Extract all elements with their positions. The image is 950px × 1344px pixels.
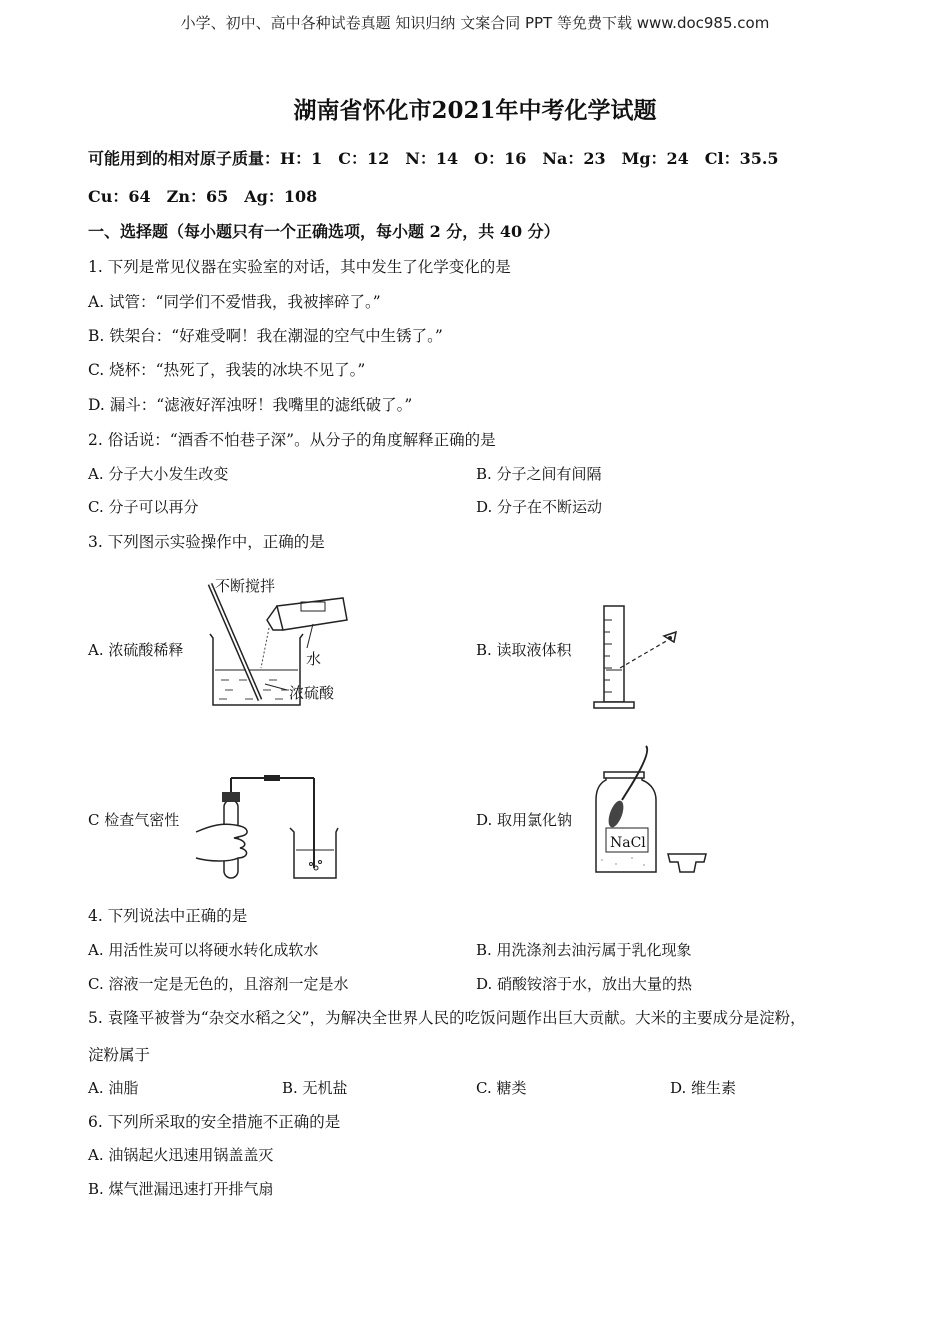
question-1-option-c: C. 烧杯：“热死了，我装的冰块不见了。” bbox=[88, 361, 366, 379]
pouring-bottle bbox=[277, 598, 347, 630]
question-4-option-a: A. 用活性炭可以将硬水转化成软水 bbox=[88, 941, 319, 959]
question-6-option-b: B. 煤气泄漏迅速打开排气扇 bbox=[88, 1180, 274, 1198]
question-5-option-a: A. 油脂 bbox=[88, 1079, 139, 1097]
figure-a-stir-label: 不断搅拌 bbox=[215, 577, 276, 595]
question-2-option-d: D. 分子在不断运动 bbox=[476, 498, 603, 516]
question-3-stem: 3. 下列图示实验操作中，正确的是 bbox=[88, 533, 325, 551]
question-4-stem: 4. 下列说法中正确的是 bbox=[88, 907, 248, 925]
stopper bbox=[222, 792, 240, 802]
airtightness-figure bbox=[190, 770, 340, 885]
question-6-option-a: A. 油锅起火迅速用锅盖盖灭 bbox=[88, 1146, 274, 1164]
question-3-option-a: A. 浓硫酸稀释 bbox=[88, 641, 184, 659]
figure-a-water-label: 水 bbox=[306, 650, 322, 668]
question-2-stem: 2. 俗话说：“酒香不怕巷子深”。从分子的角度解释正确的是 bbox=[88, 431, 496, 449]
question-3-option-b: B. 读取液体积 bbox=[476, 641, 572, 659]
question-2-option-a: A. 分子大小发生改变 bbox=[88, 465, 229, 483]
question-5-stem-line-2: 淀粉属于 bbox=[88, 1046, 151, 1064]
question-1-option-b: B. 铁架台：“好难受啊！我在潮湿的空气中生锈了。” bbox=[88, 327, 443, 345]
cylinder-base bbox=[594, 702, 634, 708]
question-1-option-a: A. 试管：“同学们不爱惜我，我被摔碎了。” bbox=[88, 293, 381, 311]
figure-d-nacl-label: NaCl bbox=[610, 835, 646, 851]
question-2-option-c: C. 分子可以再分 bbox=[88, 498, 199, 516]
question-5-option-d: D. 维生素 bbox=[670, 1079, 737, 1097]
sight-line bbox=[620, 640, 668, 668]
page-title: 湖南省怀化市2021年中考化学试题 bbox=[293, 97, 657, 124]
question-5-option-c: C. 糖类 bbox=[476, 1079, 527, 1097]
nacl-bottle-figure bbox=[592, 744, 712, 879]
question-1-stem: 1. 下列是常见仪器在实验室的对话，其中发生了化学变化的是 bbox=[88, 258, 511, 276]
question-2-option-b: B. 分子之间有间隔 bbox=[476, 465, 602, 483]
atomic-masses-line-1: 可能用到的相对原子质量：H：1 C：12 N：14 O：16 Na：23 Mg：24 Cl：35.5 bbox=[88, 149, 779, 168]
atomic-masses-line-2: Cu：64 Zn：65 Ag：108 bbox=[88, 187, 318, 206]
figure-a-acid-label: 浓硫酸 bbox=[289, 684, 335, 702]
question-3-option-d: D. 取用氯化钠 bbox=[476, 811, 573, 829]
question-4-option-c: C. 溶液一定是无色的，且溶剂一定是水 bbox=[88, 975, 349, 993]
hand-icon bbox=[196, 824, 247, 861]
question-4-option-b: B. 用洗涤剂去油污属于乳化现象 bbox=[476, 941, 692, 959]
question-5-option-b: B. 无机盐 bbox=[282, 1079, 348, 1097]
question-6-stem: 6. 下列所采取的安全措施不正确的是 bbox=[88, 1113, 341, 1131]
reagent-bottle bbox=[596, 776, 656, 872]
watch-glass bbox=[668, 854, 706, 872]
question-4-option-d: D. 硝酸铵溶于水，放出大量的热 bbox=[476, 975, 693, 993]
page-header: 小学、初中、高中各种试卷真题 知识归纳 文案合同 PPT 等免费下载 www.doc985.com bbox=[180, 14, 770, 32]
question-5-stem-line-1: 5. 袁隆平被誉为“杂交水稻之父”，为解决全世界人民的吃饭问题作出巨大贡献。大米的主要成分是淀粉， bbox=[88, 1009, 806, 1027]
question-1-option-d: D. 漏斗：“滤液好浑浊呀！我嘴里的滤纸破了。” bbox=[88, 396, 413, 414]
question-3-option-c: C 检查气密性 bbox=[88, 811, 180, 829]
section-heading: 一、选择题（每小题只有一个正确选项，每小题 2 分，共 40 分） bbox=[88, 222, 560, 241]
graduated-cylinder-figure bbox=[590, 600, 690, 712]
